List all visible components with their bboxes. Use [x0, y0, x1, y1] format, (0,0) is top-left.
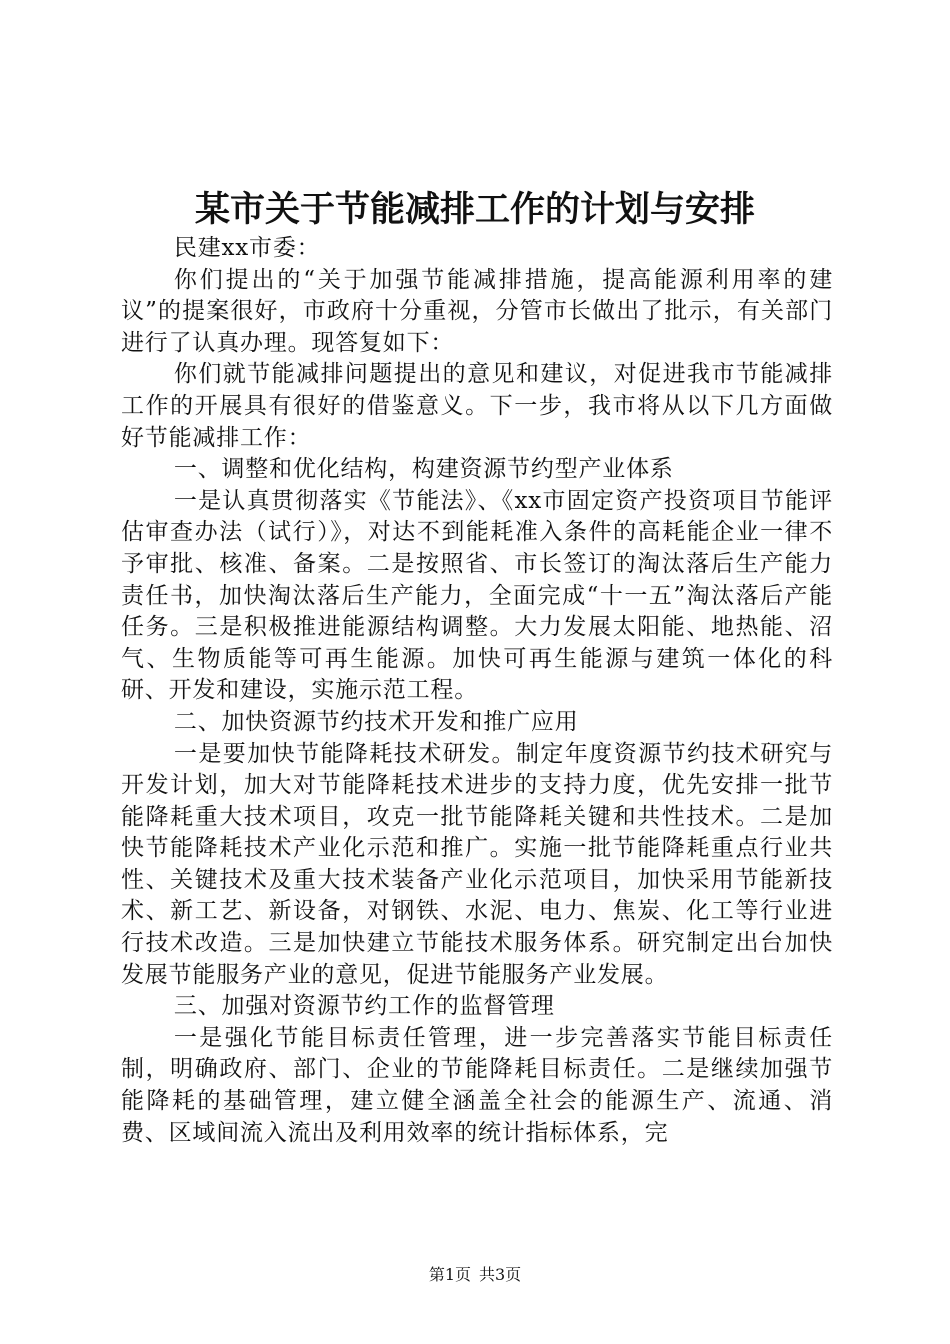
- intro-paragraph: 你们提出的“关于加强节能减排措施，提高能源利用率的建议”的提案很好，市政府十分重视，分管市长做出了批示，有关部门进行了认真办理。现答复如下：: [121, 266, 833, 356]
- section-text-1: 一是认真贯彻落实《节能法》、《xx市固定资产投资项目节能评估审查办法（试行）》，对达不到能耗准入条件的高耗能企业一律不予审批、核准、备案。二是按照省、市长签订的淘汰落后生产能力责任书，加快淘汰落后生产能力，全面完成“十一五”淘汰落后产能任务。三是积极推进能源结构调整。大力发展太阳能、地热能、沼气、生物质能等可再生能源。加快可再生能源与建筑一体化的科研、开发和建设，实施示范工程。: [121, 487, 833, 704]
- section-heading-3: 三、加强对资源节约工作的监督管理: [173, 993, 555, 1020]
- section-heading-2: 二、加快资源节约技术开发和推广应用: [173, 708, 579, 735]
- document-body: [121, 233, 833, 1149]
- section-heading-1: 一、调整和优化结构，构建资源节约型产业体系: [173, 456, 674, 483]
- page-footer: [0, 1264, 950, 1286]
- page-number-total: 共3页: [479, 1265, 522, 1284]
- document-title: 某市关于节能减排工作的计划与安排: [194, 189, 755, 230]
- section-text-2: 一是要加快节能降耗技术研发。制定年度资源节约技术研究与开发计划，加大对节能降耗技术进步的支持力度，优先安排一批节能降耗重大技术项目，攻克一批节能降耗关键和共性技术。二是加快节能降耗技术产业化示范和推广。实施一批节能降耗重点行业共性、关键技术及重大技术装备产业化示范项目，加快采用节能新技术、新工艺、新设备，对钢铁、水泥、电力、焦炭、化工等行业进行技术改造。三是加快建立节能技术服务体系。研究制定出台加快发展节能服务产业的意见，促进节能服务产业发展。: [121, 740, 833, 988]
- salutation: 民建xx市委：: [173, 235, 321, 261]
- intro-paragraph: 你们就节能减排问题提出的意见和建议，对促进我市节能减排工作的开展具有很好的借鉴意义。下一步，我市将从以下几方面做好节能减排工作：: [121, 361, 833, 451]
- page-number-current: 第1页: [428, 1265, 471, 1284]
- section-text-3: 一是强化节能目标责任管理，进一步完善落实节能目标责任制，明确政府、部门、企业的节能降耗目标责任。二是继续加强节能降耗的基础管理，建立健全涵盖全社会的能源生产、流通、消费、区域间流入流出及利用效率的统计指标体系，完: [121, 1024, 833, 1146]
